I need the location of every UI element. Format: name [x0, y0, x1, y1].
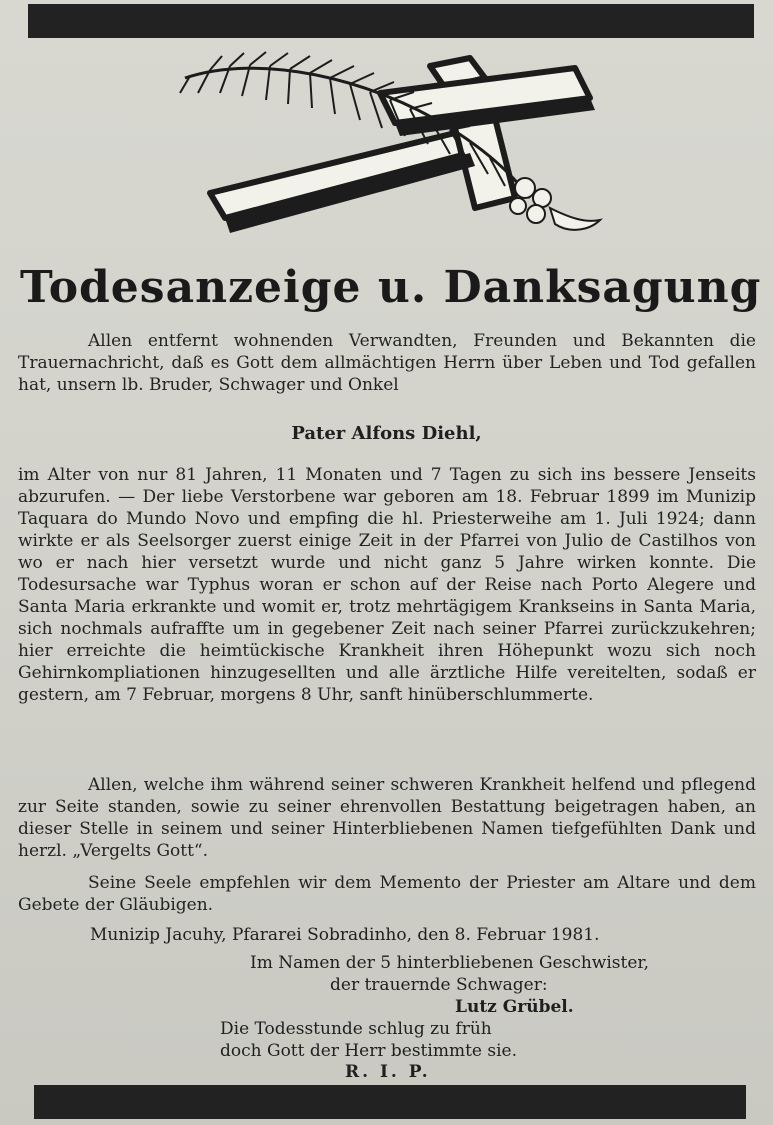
- verse-line-2: doch Gott der Herr bestimmte sie.: [220, 1041, 517, 1061]
- biography-paragraph: im Alter von nur 81 Jahren, 11 Monaten und 7 Tagen zu sich ins bessere Jenseits abzurufen. — Der liebe Verstorbene war geboren am 18. Februar 1899 im Munizip Taquara do Mundo Novo und empfing die hl. Priesterweihe am 1. Juli 1924; dann wirkte er als Seelsorger zuerst einige Zeit in der Pfarrei von Julio de Castilhos von wo er nach hier versetzt wurde und nicht ganz 5 Jahre wirken konnte. Die Todesursache war Typhus woran er schon auf der Reise nach Porto Alegere und Santa Maria erkrankte und womit er, trotz mehrtägigem Krankseins in Santa Maria, sich nochmals aufraffte um in gegebener Zeit nach seiner Pfarrei zurückzukehren; hier erreichte die heimtückische Krankheit ihren Höhepunkt wozu sich noch Gehirnkompliationen hinzugesellten und alle ärztliche Hilfe vereitelten, sodaß er gestern, am 7 Februar, morgens 8 Uhr, sanft hinüberschlummerte.: [18, 465, 756, 705]
- place-date-line: Munizip Jacuhy, Pfararei Sobradinho, den 8. Februar 1981.: [90, 925, 600, 945]
- thanks-paragraph: Allen, welche ihm während seiner schweren Krankheit helfend und pflegend zur Seite standen, sowie zu seiner ehrenvollen Bestattung beigetragen haben, an dieser Stelle in seinem und seiner Hinterbliebenen Namen tiefgefühlten Dank und herzl. „Vergelts Gott“.: [18, 775, 756, 861]
- deceased-name: Pater Alfons Diehl,: [291, 423, 482, 444]
- signature-line-1: Im Namen der 5 hinterbliebenen Geschwister,: [250, 953, 650, 973]
- verse-line-1: Die Todesstunde schlug zu früh: [220, 1019, 492, 1039]
- top-border-bar: [28, 4, 754, 38]
- rip-closing: R. I. P.: [345, 1062, 431, 1082]
- prayer-paragraph: Seine Seele empfehlen wir dem Memento der Priester am Altare und dem Gebete der Gläubigen.: [18, 873, 756, 915]
- intro-paragraph: Allen entfernt wohnenden Verwandten, Freunden und Bekannten die Trauernachricht, daß es Gott dem allmächtigen Herrn über Leben und Tod gefallen hat, unsern lb. Bruder, Schwager und Onkel: [18, 331, 756, 395]
- signature-line-2: der trauernde Schwager:: [330, 975, 548, 995]
- cross-palm-emblem-icon: [170, 48, 620, 248]
- bottom-border-bar: [34, 1085, 746, 1119]
- page-title: Todesanzeige u. Danksagung: [20, 262, 762, 313]
- signer-name: Lutz Grübel.: [455, 997, 574, 1017]
